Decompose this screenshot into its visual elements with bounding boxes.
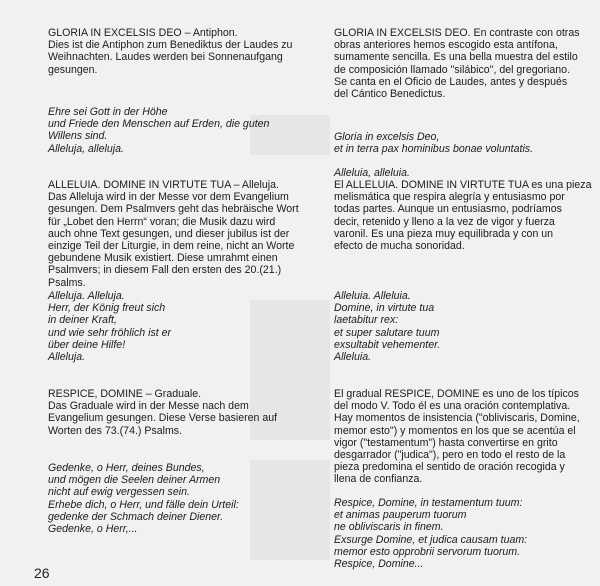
prose-line: obras anteriores hemos escogido esta antífona, <box>334 39 558 52</box>
prose-line: varonil. Es una pieza muy equilibrada y con un <box>334 227 554 240</box>
verse-line: Gedenke, o Herr, deines Bundes, <box>48 462 205 474</box>
gloria-heading-es: GLORIA IN EXCELSIS DEO. En contraste con otras <box>334 27 580 39</box>
alleluia-heading-es: El ALLELUIA. DOMINE IN VIRTUTE TUA es una pieza <box>334 179 592 191</box>
prose-line: todas partes. Aunque un entusiasmo, podríamos <box>334 203 562 216</box>
prose-line: Das Graduale wird in der Messe nach dem <box>48 400 249 413</box>
prose-line: melismática que respira alegría y entusiasmo por <box>334 191 565 204</box>
gloria-verse-latin <box>334 131 596 180</box>
page-number: 26 <box>34 565 50 581</box>
prose-line: Hay momentos de insistencia ("obliviscaris, Domine, <box>334 412 580 425</box>
prose-line: für „Lobet den Herrn“ voran; die Musik dazu wird <box>48 215 276 228</box>
alleluia-description-es <box>334 179 596 252</box>
prose-line: memor esto") y momentos en los que se acentúa el <box>334 424 576 437</box>
respice-description <box>48 388 306 437</box>
prose-line: auch ohne Text gesungen, und dieser jubilus ist der <box>48 227 290 240</box>
prose-line: efecto de mucha sonoridad. <box>334 240 465 253</box>
prose-line: gebundene Musik existiert. Diese umrahmt einen <box>48 252 278 265</box>
verse-line: Ehre sei Gott in der Höhe <box>48 106 168 118</box>
prose-line: Weihnachten. Laudes werden bei Sonnenaufgang <box>48 51 283 64</box>
respice-heading-es: El gradual RESPICE, DOMINE es uno de los típicos <box>334 388 579 400</box>
verse-line: Alleluia. Alleluia. <box>334 290 411 302</box>
respice-verse <box>48 462 306 535</box>
prose-line: vigor ("testamentum") hasta convertirse en grito <box>334 436 558 449</box>
alleluia-heading: ALLELUIA. DOMINE IN VIRTUTE TUA – Alleluja. <box>48 179 279 191</box>
verse-line: et animas pauperum tuorum <box>334 509 467 522</box>
prose-line: del modo V. Todo él es una oración contemplativa. <box>334 400 571 413</box>
verse-line: Gedenke, o Herr,... <box>48 523 138 536</box>
prose-line: pieza predomina el sentido de oración recogida y <box>334 461 565 474</box>
verse-line: Respice, Domine, in testamentum tuum: <box>334 497 523 509</box>
verse-line: und wie sehr fröhlich ist er <box>48 326 172 339</box>
verse-line: Alleluja, alleluja. <box>48 142 124 155</box>
verse-line: über deine Hilfe! <box>48 338 126 351</box>
prose-line: Evangelium gesungen. Diese Verse basieren auf <box>48 412 278 425</box>
verse-line: Erhebe dich, o Herr, und fälle dein Urteil: <box>48 498 239 511</box>
prose-line: del Cántico Benedictus. <box>334 88 446 101</box>
prose-line: gesungen. <box>48 63 98 76</box>
verse-line: laetabitur rex: <box>334 314 399 327</box>
alleluia-verse-latin <box>334 290 596 363</box>
verse-line: und mögen die Seelen deiner Armen <box>48 474 221 487</box>
verse-line: memor esto opprobrii servorum tuorum. <box>334 545 521 558</box>
respice-verse-latin <box>334 497 596 570</box>
prose-line: Das Alleluja wird in der Messe vor dem Evangelium <box>48 191 289 204</box>
prose-line: desgarrador ("judica"), pero en todo el resto de la <box>334 449 566 462</box>
verse-line: und Friede den Menschen auf Erden, die guten <box>48 118 270 131</box>
prose-line: sumamente sencilla. Es una bella muestra del estilo <box>334 51 578 64</box>
verse-line: et super salutare tuum <box>334 326 440 339</box>
prose-line: Psalmvers; in diesem Fall den ersten des 20.(21.) <box>48 264 282 277</box>
prose-line: Se canta en el Oficio de Laudes, antes y después <box>334 75 568 88</box>
prose-line: llena de confianza. <box>334 473 423 486</box>
prose-line: einzige Teil der Liturgie, in dem reine, nicht an Worte <box>48 240 295 253</box>
verse-line: Gloria in excelsis Deo, <box>334 131 440 143</box>
prose-line: Psalms. <box>48 276 86 289</box>
verse-line: Willens sind. <box>48 130 108 143</box>
verse-line: Herr, der König freut sich <box>48 302 166 315</box>
verse-line: et in terra pax hominibus bonae voluntatis. <box>334 143 534 156</box>
verse-line: Alleluja. <box>48 351 86 364</box>
verse-line: Exsurge Domine, et judica causam tuam: <box>334 533 528 546</box>
respice-heading: RESPICE, DOMINE – Graduale. <box>48 388 202 400</box>
verse-line: Alleluia, alleluia. <box>334 167 410 180</box>
gloria-heading: GLORIA IN EXCELSIS DEO – Antiphon. <box>48 27 238 39</box>
prose-line: gesungen. Dem Psalmvers geht das hebräische Wort <box>48 203 299 216</box>
gloria-description <box>48 27 306 76</box>
verse-line: Domine, in virtute tua <box>334 302 435 315</box>
respice-description-es <box>334 388 596 486</box>
prose-line: de composición llamado "silábico", del gregoriano. <box>334 63 571 76</box>
verse-line: ne obliviscaris in finem. <box>334 521 444 534</box>
verse-line: Alleluja. Alleluja. <box>48 290 125 302</box>
gloria-verse <box>48 106 306 155</box>
verse-line: nicht auf ewig vergessen sein. <box>48 486 190 499</box>
verse-line: Alleluia. <box>334 351 372 364</box>
gloria-description-es <box>334 27 596 100</box>
alleluia-description <box>48 179 306 289</box>
prose-line: Worten des 73.(74.) Psalms. <box>48 424 183 437</box>
verse-line <box>334 155 596 167</box>
verse-line: exsultabit vehementer. <box>334 338 441 351</box>
verse-line: Respice, Domine... <box>334 558 424 571</box>
prose-line: Dies ist die Antiphon zum Benediktus der Laudes zu <box>48 39 293 52</box>
prose-line: decir, retenido y lleno a la vez de vigor y fuerza <box>334 215 555 228</box>
alleluia-verse <box>48 290 306 363</box>
verse-line: gedenke der Schmach deiner Diener. <box>48 510 224 523</box>
verse-line: in deiner Kraft, <box>48 314 117 327</box>
